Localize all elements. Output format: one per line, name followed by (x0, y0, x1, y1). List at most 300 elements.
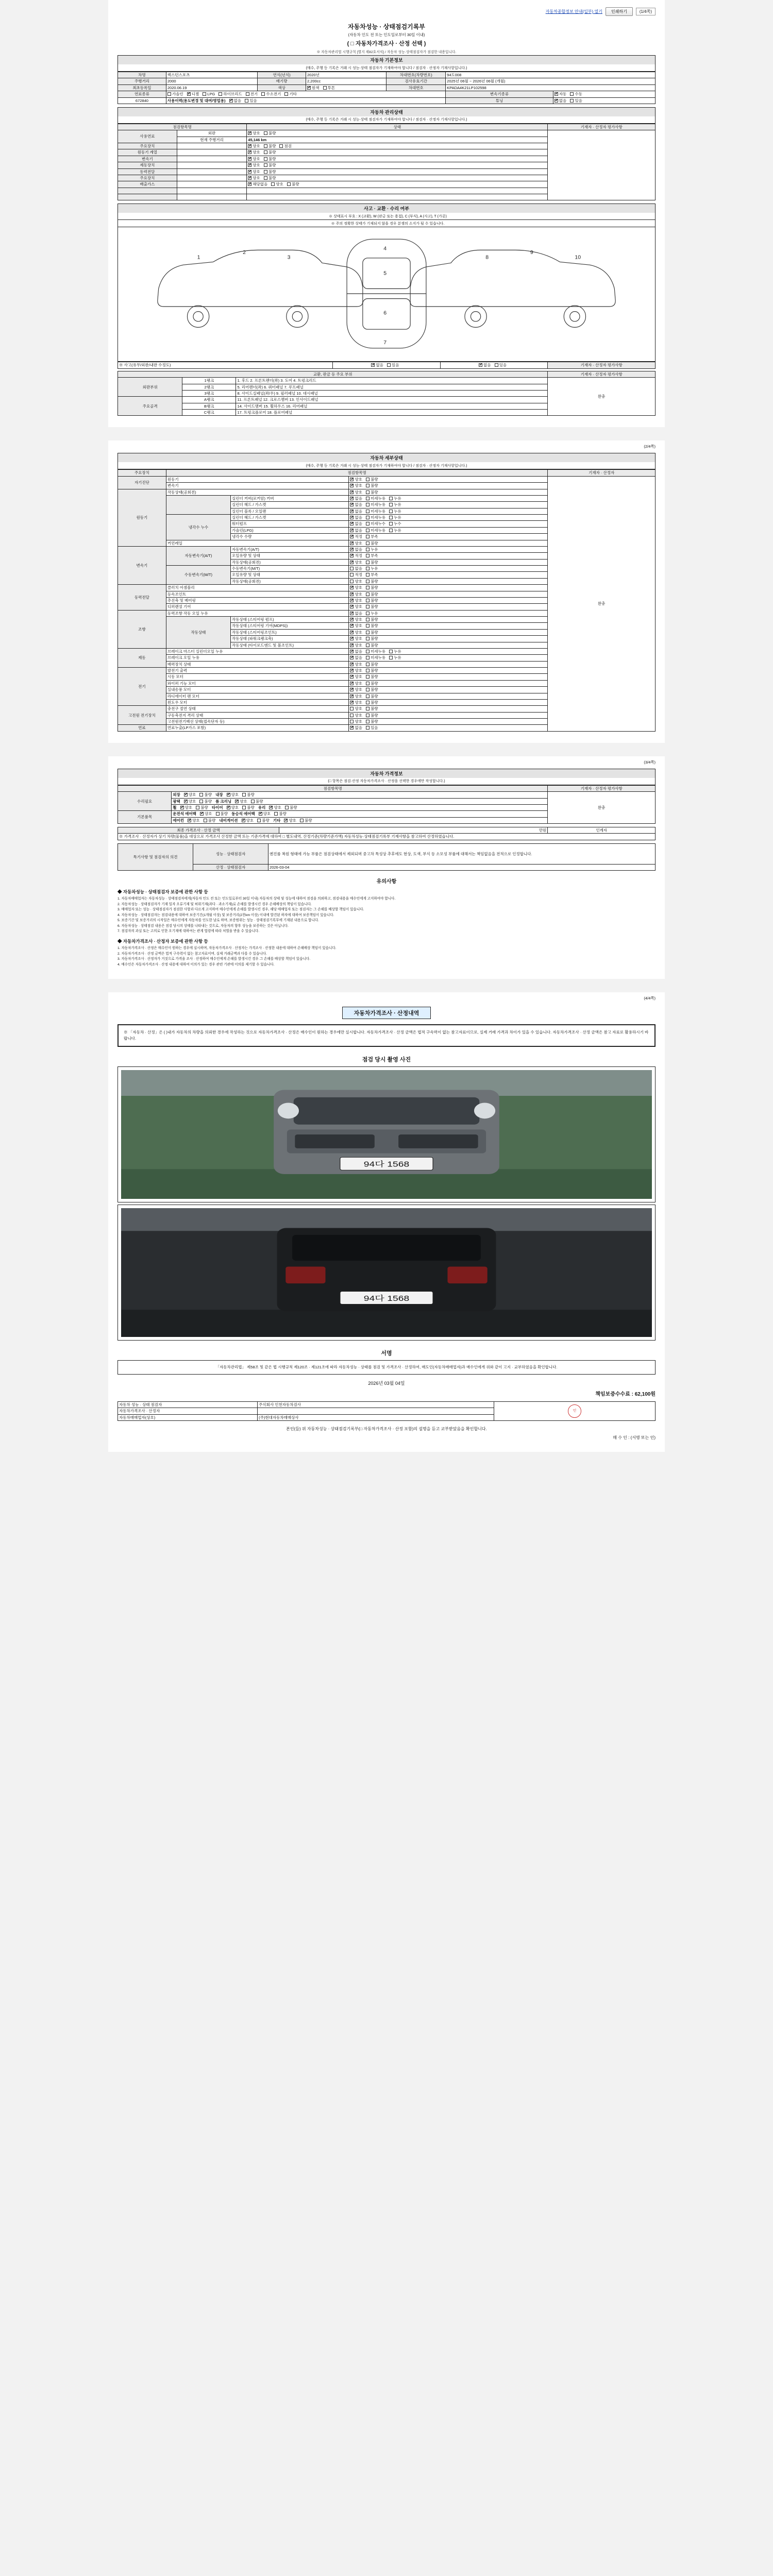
bs2-1[interactable]: 불량 (208, 818, 216, 823)
tr5-0[interactable]: 양호 (355, 579, 362, 584)
fee-value: 62,100원 (634, 1391, 656, 1397)
label-fuel: 연료종류 (118, 91, 166, 97)
en4-1[interactable]: 미세누유 (371, 515, 386, 520)
bs3-0[interactable]: 양호 (246, 818, 254, 823)
row-label-emission: 배출가스 (118, 181, 177, 188)
page-4: (4/4쪽) 자동차가격조사 · 산정내역 ※ 「자동차 · 산정」은 ( )내가 자동차의 차량을 의뢰한 경우에 작성하는 것으로 자동차가격조사 · 산정은 매수인이 원하는 경우에만 실시합니다. 자동차가격조사 · 산정 금액은 법적 구속력이 없는 참고자료이므로, 실제 거래 가격과 차이가 있을 수 있습니다. 자동차가격조사 · 산정 금액은 참고 자료로 활용하시기 바랍니다. 점검 당시 촬영 사진 94다 1568 94다 1568 서명 「자동차관리법」 제58조 및 같은 법 시행규칙 제120조 · 제121조에 따라 자동차성능 · 상태를 점검 및 가격조사 · 산정하여, 매도인(자동차매매업자)과 매수인에게 위와 같이 고지 · 교부하였음을 확인합니다. 2026년 03월 04일 책임보증수수료 : 62,100원 자동차 성능 · 상태 점검자 주식회사 인천자동차검사 인 자동차가격조사 · 산정자 자동차매매업자(상호) (주)현대자동차매매상사 본인(들) 위 자동차성능 · 상태점검기록부(□ 자동차가격조사 · 산정 포함)의 설명을 듣고 교부받았음을 확인합니다. 매 수 인 : (서명 또는 인) (108, 992, 665, 1452)
st3-1[interactable]: 불량 (371, 630, 378, 635)
state-el-0 (349, 668, 548, 674)
fuel-opt-1[interactable]: 디젤 (191, 92, 199, 97)
repair-item-5: 타이어 (211, 805, 223, 810)
item-engine-6: 가솔린(LPG) (231, 527, 349, 533)
item-st-4: 작동상태 (파워크랭크축) (231, 636, 349, 642)
hv2-1[interactable]: 불량 (371, 719, 378, 724)
rp0-0[interactable]: 양호 (188, 792, 196, 798)
info-link[interactable]: 자동차종합정보 안내(일부) 열기 (545, 9, 602, 14)
item-el-2: 와이퍼 기능 모터 (166, 680, 349, 686)
en1-0[interactable]: 없음 (355, 496, 362, 501)
final-price-value (279, 827, 548, 834)
bs1-1[interactable]: 불량 (279, 811, 287, 817)
en6-1[interactable]: 미세누유 (371, 528, 386, 533)
panel-items-2: 5. 리어펜더(좌) 6. 쿼터패널 7. 루프패널 (236, 384, 548, 390)
br0-0[interactable]: 없음 (355, 649, 362, 654)
price-detail-title: 자동차가격조사 · 산정내역 (342, 1007, 431, 1019)
el5-1[interactable]: 불량 (371, 700, 378, 705)
repair-item-2: 광택 (173, 799, 180, 804)
rp1-0[interactable]: 양호 (231, 792, 239, 798)
svg-text:4: 4 (383, 245, 387, 252)
bs4-0[interactable]: 양호 (289, 818, 296, 823)
notice-1-6: 7. 점검자의 과실 또는 고의로 인한 오기재에 대하여는 관계 법령에 따라 처벌을 받을 수 있습니다. (117, 929, 260, 934)
rp0-1[interactable]: 불량 (204, 792, 212, 798)
panel-items-1: 1. 후드 2. 프론트펜더(좌) 3. 도어 4. 트렁크리드 (236, 378, 548, 384)
photo-section-title: 점검 당시 촬영 사진 (362, 1057, 411, 1063)
page-title: 자동차성능 · 상태점검기록부 (348, 23, 425, 30)
cond-opt-3a[interactable]: 양호 (253, 156, 260, 161)
row-sub-blank-1 (177, 188, 247, 194)
basic-item-4: 기타 (273, 818, 281, 823)
row-label-blank-1 (118, 188, 177, 194)
bs3-1[interactable]: 불량 (262, 818, 270, 823)
accident-footer-label: ※ 사고(유무/외판/내판 수정도) (118, 362, 333, 368)
basic-item-1: 동승석 에어백 (231, 811, 255, 817)
state-engine-5 (349, 521, 548, 527)
st5-0[interactable]: 양호 (355, 642, 362, 648)
section-basic-note: (매수, 주행 등 기록은 거래 시 성능·상태 점검자가 기재하여야 합니다 / 점검자 · 산정자 기재사항입니다.) (117, 64, 656, 72)
state-br-0 (349, 648, 548, 654)
rp5-0[interactable]: 양호 (231, 805, 239, 810)
item-pw-0: 클러치 어셈블리 (166, 585, 349, 591)
panel-items-3: 8. 사이드실패널(좌/우) 9. 필러패널 10. 대시패널 (236, 390, 548, 396)
bs0-0[interactable]: 양호 (204, 811, 212, 817)
st0-1[interactable]: 누유 (371, 611, 378, 616)
item-st-2: 작동상태 (스티어링 기어(MDPS)) (231, 623, 349, 629)
cond-opt-3b[interactable]: 불량 (268, 156, 276, 161)
basic-item-0: 운전석 에어백 (173, 811, 196, 817)
panel-items-6: 17. 트렁크플로어 18. 플로어패널 (236, 410, 548, 416)
el0-0[interactable]: 양호 (355, 668, 362, 673)
group-engine: 원동기 (118, 489, 166, 546)
el2-1[interactable]: 불량 (371, 681, 378, 686)
photo-rear-block (117, 1205, 656, 1341)
tr1-0[interactable]: 적정 (355, 553, 362, 558)
hv0-0[interactable]: 양호 (355, 706, 362, 711)
en2-2[interactable]: 누유 (394, 502, 401, 507)
item-fu-0: 연료누출(LP가스 포함) (166, 725, 349, 731)
item-pw-3: 디퍼렌셜 기어 (166, 604, 349, 610)
cond-opt-2b[interactable]: 불량 (268, 150, 276, 155)
el3-0[interactable]: 양호 (355, 687, 362, 692)
state-hv-1 (349, 712, 548, 718)
group-hv: 고전원 전기장치 (118, 706, 166, 725)
item-hv-1: 구동축전지 격리 상태 (166, 712, 349, 718)
sd-t-0[interactable]: 양호 (355, 483, 362, 488)
cond-opt-6b[interactable]: 불량 (268, 175, 276, 180)
en6-0[interactable]: 없음 (355, 528, 362, 533)
st0-0[interactable]: 없음 (355, 611, 362, 616)
en7-1[interactable]: 부족 (371, 534, 378, 539)
en4-0[interactable]: 없음 (355, 515, 362, 520)
tr3-1[interactable]: 누유 (371, 566, 378, 571)
item-hv-2: 고전원전기배선 상태(접속단자 등) (166, 719, 349, 725)
br2-0[interactable]: 양호 (355, 662, 362, 667)
notice-2-0: 1. 자동차가격조사 · 산정은 매수인이 원하는 경우에 실시하며, 자동차가격조사 · 산정자는 가격조사 · 산정한 내용에 대하여 손해배상 책임이 있습니다. (117, 946, 337, 950)
condition-table (117, 124, 656, 201)
tuning-opt-1[interactable]: 있음 (575, 98, 582, 103)
trans-opt-1[interactable]: 수동 (575, 92, 582, 97)
notice-1-2: 3. 매매업자 또는 성능 · 상태점검자가 점검한 사항과 다르게 고지하여 매수인에게 손해를 발생시킨 경우, 해당 매매업자 또는 점검자는 그 손해를 배상할 책임이 있습니다. (117, 908, 364, 912)
item-br-0: 브레이크 마스터 실린더오일 누유 (166, 648, 349, 654)
row-label-blank-2 (118, 194, 177, 200)
photo-front-block (117, 1066, 656, 1202)
br1-1[interactable]: 미세누유 (371, 655, 386, 660)
rp4-1[interactable]: 불량 (200, 805, 208, 810)
pw3-0[interactable]: 양호 (355, 604, 362, 609)
en5-2[interactable]: 누수 (394, 521, 401, 527)
tr5-1[interactable]: 불량 (371, 579, 378, 584)
cond-opt-6a[interactable]: 양호 (253, 175, 260, 180)
item-el-5: 윈도우 모터 (166, 699, 349, 705)
st4-0[interactable]: 양호 (355, 636, 362, 641)
page-3-mark: (3/4쪽) (644, 759, 656, 765)
value-inspection-valid: 2025년 06월 ~ 2026년 06월 (개월) (446, 78, 656, 84)
rp3-1[interactable]: 불량 (255, 799, 263, 804)
state-hv-2 (349, 719, 548, 725)
en3-1[interactable]: 미세누유 (371, 509, 386, 514)
photo-rear (121, 1208, 652, 1337)
row-state-main-1 (247, 143, 548, 149)
st1-0[interactable]: 양호 (355, 617, 362, 622)
final-price-sign: 인계자 (548, 827, 656, 834)
st2-0[interactable]: 양호 (355, 623, 362, 629)
pw1-0[interactable]: 양호 (355, 591, 362, 597)
en2-0[interactable]: 없음 (355, 502, 362, 507)
svg-text:6: 6 (383, 310, 387, 316)
item-trans-5: 작동상태(공회전) (231, 578, 349, 584)
special-line2-value: 2026-03-04 (268, 864, 656, 870)
sd-e-1[interactable]: 불량 (371, 477, 378, 482)
price-eval-value: 완충 (548, 792, 656, 824)
panel-lv-5: B랭크 (182, 403, 236, 409)
label-car-name: 차명 (118, 72, 166, 78)
fuel-opt-5[interactable]: 수소전기 (266, 92, 281, 97)
st3-0[interactable]: 양호 (355, 630, 362, 635)
br0-1[interactable]: 미세누유 (371, 649, 386, 654)
fuel-opt-4[interactable]: 전기 (250, 92, 258, 97)
en5-1[interactable]: 미세누수 (371, 521, 386, 527)
br1-2[interactable]: 누유 (394, 655, 401, 660)
label-model-year: 연식(년식) (258, 72, 306, 78)
accident-note-1: ※ 상태표시 부호 : X (교환), W (판금 또는 용접), C (부식), A (사고), T (가공) (117, 213, 656, 220)
price-table (117, 785, 656, 824)
item-trans-0: 자동변속기(A/T) (231, 546, 349, 552)
sig-label-2: 자동차매매업자(상호) (118, 1414, 258, 1420)
label-tuning: 튜닝 (446, 97, 553, 104)
state-selfdiag-trans (349, 483, 548, 489)
value-vin-short: 94도008 (446, 72, 656, 78)
state-engine-7 (349, 534, 548, 540)
el2-0[interactable]: 양호 (355, 681, 362, 686)
rp1-1[interactable]: 불량 (247, 792, 255, 798)
value-color (306, 84, 386, 91)
group-selfdiag: 자기진단 (118, 476, 166, 489)
parts-table (117, 469, 656, 731)
cond-opt-1a[interactable]: 양호 (253, 144, 260, 148)
pw0-1[interactable]: 불량 (371, 585, 378, 590)
special-line2-label: 산정 · 상태점검자 (193, 864, 268, 870)
rp2-0[interactable]: 양호 (188, 799, 196, 804)
item-br-1: 브레이크 오일 누유 (166, 655, 349, 661)
br2-1[interactable]: 불량 (371, 662, 378, 667)
row-state-mileage (247, 137, 548, 143)
rp5-1[interactable]: 불량 (247, 805, 255, 810)
row-state-trans (247, 156, 548, 162)
en0-0[interactable]: 양호 (355, 489, 362, 495)
en0-1[interactable]: 불량 (371, 489, 378, 495)
item-st-5: 작동상태 (타이로드엔드 및 볼조인트) (231, 642, 349, 648)
notice-1-1: 2. 자동차성능 · 상태점검자가 기재 일자 오류기재 및 허위기재(과다 · 과소기재)로 손해를 발생시킨 경우 손해배상의 책임이 있습니다. (117, 902, 312, 906)
cond-opt-5b[interactable]: 불량 (268, 169, 276, 174)
svg-text:8: 8 (485, 255, 489, 261)
en3-0[interactable]: 없음 (355, 509, 362, 514)
car-diagram-svg (120, 229, 653, 358)
fee-label: 책임보증수수료 (595, 1391, 630, 1397)
cond-opt-1c[interactable]: 점검 (284, 144, 292, 148)
state-pw-3 (349, 604, 548, 610)
rp6-0[interactable]: 양호 (274, 805, 281, 810)
tr4-0[interactable]: 적정 (355, 572, 362, 578)
color-opt-1[interactable]: 투톤 (327, 85, 335, 90)
tr4-1[interactable]: 부족 (371, 572, 378, 578)
tr1-1[interactable]: 부족 (371, 553, 378, 558)
en5-0[interactable]: 없음 (355, 521, 362, 527)
state-el-4 (349, 693, 548, 699)
row-sub-trans (177, 156, 247, 162)
special-label: 특기사항 및 점검자의 의견 (118, 843, 193, 870)
state-engine-8 (349, 540, 548, 546)
en7-0[interactable]: 적정 (355, 534, 362, 539)
state-el-2 (349, 680, 548, 686)
rp4-0[interactable]: 양호 (184, 805, 193, 810)
tr0-1[interactable]: 누유 (371, 547, 378, 552)
row-label-main-1: 주요장치 (118, 143, 177, 149)
final-price-table (117, 827, 656, 840)
confirm-date: 2026년 03월 04일 (368, 1380, 405, 1386)
hv1-0[interactable]: 양호 (355, 713, 362, 718)
el5-0[interactable]: 양호 (355, 700, 362, 705)
document-title-block (117, 19, 656, 55)
row-sub-mileage: 현재 주행거리 (177, 137, 247, 143)
group-steering: 조향 (118, 610, 166, 648)
cond-opt-4a[interactable]: 양호 (253, 163, 260, 168)
fu0-0[interactable]: 없음 (355, 725, 362, 731)
panel-lv-2: 2랭크 (182, 384, 236, 390)
item-st-0: 동력조향 작동 오일 누유 (166, 610, 349, 616)
state-selfdiag-engine (349, 476, 548, 482)
print-button[interactable]: 인쇄하기 (606, 7, 633, 16)
hv0-1[interactable]: 불량 (371, 706, 378, 711)
state-trans-4 (349, 572, 548, 578)
page-2 (108, 440, 665, 742)
cond-opt-4b[interactable]: 불량 (268, 163, 276, 168)
pw1-1[interactable]: 불량 (371, 591, 378, 597)
bs1-0[interactable]: 양호 (263, 811, 271, 817)
signature-table (117, 1401, 656, 1421)
basic-item-2: 에어컨 (173, 818, 184, 823)
st5-1[interactable]: 불량 (371, 642, 378, 648)
cond-opt-7c[interactable]: 불량 (291, 182, 299, 187)
state-engine-0 (349, 489, 548, 495)
fuel-opt-2[interactable]: LPG (207, 92, 215, 97)
rp6-1[interactable]: 불량 (290, 805, 297, 810)
pw2-0[interactable]: 양호 (355, 598, 362, 603)
state-st-3 (349, 629, 548, 635)
fuel-opt-6[interactable]: 기타 (289, 92, 297, 97)
panel-lv-4: A랭크 (182, 397, 236, 403)
color-opt-0[interactable]: 원색 (312, 85, 320, 90)
value-first-reg: 2020.06.19 (166, 84, 257, 91)
en4-2[interactable]: 누유 (394, 515, 401, 520)
cond-opt-5a[interactable]: 양호 (253, 169, 260, 174)
hv2-0[interactable]: 양호 (355, 719, 362, 724)
panel-rank-title: 교환, 판금 등 주요 부위 (118, 371, 548, 377)
price-repair-line-2 (172, 798, 548, 804)
st2-1[interactable]: 불량 (371, 623, 378, 629)
fuel-opt-3[interactable]: 하이브리드 (223, 92, 242, 97)
state-pw-2 (349, 597, 548, 603)
en8-0[interactable]: 양호 (355, 540, 362, 546)
sd-t-1[interactable]: 불량 (371, 483, 378, 488)
label-color: 색상 (258, 84, 306, 91)
row-sub-power (177, 168, 247, 175)
cond-opt-1b[interactable]: 불량 (268, 144, 276, 148)
condition-col-state: 상태 (247, 124, 548, 130)
use-opt-0[interactable]: 없음 (233, 98, 242, 103)
price-detail-notice: ※ 「자동차 · 산정」은 ( )내가 자동차의 차량을 의뢰한 경우에 작성하는 것으로 자동차가격조사 · 산정은 매수인이 원하는 경우에만 실시합니다. 자동차가격조사 · 산정 금액은 법적 구속력이 없는 참고자료이므로, 실제 거래 가격과 차이가 있을 수 있습니다. 자동차가격조사 · 산정 금액은 참고 자료로 활용하시기 바랍니다. (117, 1024, 656, 1047)
st4-1[interactable]: 불량 (371, 636, 378, 641)
sd-e-0[interactable]: 양호 (355, 477, 362, 482)
topbar (117, 7, 656, 16)
section-parts-note: (매수, 주행 등 기록은 거래 시 성능·상태 점검자가 기재하여야 합니다 / 점검자 · 산정자 기재사항입니다.) (117, 462, 656, 469)
fu0-1[interactable]: 있음 (371, 725, 378, 731)
special-notes-table (117, 843, 656, 871)
en3-2[interactable]: 누유 (394, 509, 401, 514)
pw0-0[interactable]: 양호 (355, 585, 362, 590)
section-price-title: 자동차 가격정보 (117, 769, 656, 778)
el4-1[interactable]: 불량 (371, 693, 378, 699)
value-model-year: 2020년 (306, 72, 386, 78)
item-el-4: 라디에이터 팬 모터 (166, 693, 349, 699)
notice-block (117, 889, 656, 967)
el0-1[interactable]: 불량 (371, 668, 378, 673)
br1-0[interactable]: 없음 (355, 655, 362, 660)
en1-1[interactable]: 미세누유 (371, 496, 386, 501)
acc-opt-yes[interactable]: 있음 (392, 363, 399, 368)
state-fu-0 (349, 725, 548, 731)
cond-opt-7a[interactable]: 해당없음 (253, 182, 268, 187)
notice-h2: ◆ 자동차가격조사 · 산정자 보증에 관한 사항 등 (117, 938, 208, 944)
state-br-1 (349, 655, 548, 661)
repair-item-0: 외장 (173, 792, 180, 798)
tr3-0[interactable]: 없음 (355, 566, 362, 571)
price-col-eval: 기재자 · 산정자 평가사항 (548, 785, 656, 791)
accident-note-2: ※ 주의 정확한 상태가 기재되지 않을 경우 분쟁의 소지가 될 수 있습니다. (117, 220, 656, 227)
notice-heading: 유의사항 (376, 879, 397, 885)
bs4-1[interactable]: 불량 (305, 818, 312, 823)
section-accident-title: 사고 · 교환 · 수리 여부 (117, 204, 656, 213)
cond-opt-0b[interactable]: 불량 (268, 131, 276, 136)
use-opt-1[interactable]: 있음 (249, 98, 257, 103)
row-label-engine: 원동기 계열 (118, 149, 177, 156)
st1-1[interactable]: 불량 (371, 617, 378, 622)
br0-2[interactable]: 누유 (394, 649, 401, 654)
tuning-opt-0[interactable]: 없음 (559, 98, 567, 103)
condition-col-items: 점검항목명 (118, 124, 247, 130)
pw3-1[interactable]: 불량 (371, 604, 378, 609)
value-usage (166, 97, 445, 104)
tr2-0[interactable]: 양호 (355, 560, 362, 565)
svg-text:2: 2 (243, 249, 246, 256)
state-engine-2 (349, 502, 548, 508)
state-st-1 (349, 617, 548, 623)
en1-2[interactable]: 누유 (394, 496, 401, 501)
acc-opt-yes-2[interactable]: 있음 (499, 363, 507, 368)
photo-front-plate: 94다 1568 (363, 1160, 410, 1169)
pw2-1[interactable]: 불량 (371, 598, 378, 603)
bs2-0[interactable]: 양호 (192, 818, 200, 823)
rp3-0[interactable]: 양호 (240, 799, 247, 804)
footer-confirm: 본인(들) 위 자동차성능 · 상태점검기록부(□ 자동차가격조사 · 산정 포함)의 설명을 듣고 교부받았음을 확인합니다. (286, 1426, 487, 1431)
row-state-power (247, 168, 548, 175)
sig-value-2: (주)현대자동차매매상사 (258, 1414, 494, 1420)
row-sub-engine (177, 149, 247, 156)
el1-1[interactable]: 불량 (371, 674, 378, 680)
panel-items-4: 11. 프론트패널 12. 크로스멤버 13. 인사이드패널 (236, 397, 548, 403)
bs0-1[interactable]: 불량 (220, 811, 228, 817)
hv1-1[interactable]: 불량 (371, 713, 378, 718)
notice-2-2: 3. 자동차가격조사 · 산정자가 거짓으로 가격을 조사 · 산정하여 매수인에게 손해를 발생시킨 경우 그 손해를 배상할 책임이 있습니다. (117, 957, 311, 961)
cond-opt-7b[interactable]: 양호 (276, 182, 283, 187)
item-engine-8: 커먼레일 (166, 540, 349, 546)
rp2-1[interactable]: 불량 (204, 799, 212, 804)
cond-opt-2a[interactable]: 양호 (253, 150, 260, 155)
item-engine-4: 실린더 헤드 / 가스켓 (231, 515, 349, 521)
en2-1[interactable]: 미세누유 (371, 502, 386, 507)
trans-opt-0[interactable]: 자동 (559, 92, 567, 97)
el3-1[interactable]: 불량 (371, 687, 378, 692)
confirm-section-title: 서명 (381, 1350, 392, 1357)
acc-opt-none-2[interactable]: 없음 (483, 363, 491, 368)
item-engine-0: 작동상태(공회전) (166, 489, 349, 495)
el4-0[interactable]: 양호 (355, 693, 362, 699)
el1-0[interactable]: 양호 (355, 674, 362, 680)
fuel-opt-0[interactable]: 가솔린 (172, 92, 183, 97)
footer-buyer-sign: 매 수 인 : (서명 또는 인) (613, 1435, 656, 1440)
value-fuel (166, 91, 445, 97)
value-displacement: 2,200cc (306, 78, 386, 84)
photo-front (121, 1070, 652, 1199)
repair-item-3: 룸 크리닝 (215, 799, 232, 804)
condition-col-eval: 기재자 · 산정자 평가사항 (548, 124, 656, 130)
subgroup-engine-oil (166, 495, 230, 514)
tr0-0[interactable]: 없음 (355, 547, 362, 552)
en8-1[interactable]: 불량 (371, 540, 378, 546)
tr2-1[interactable]: 불량 (371, 560, 378, 565)
acc-opt-none[interactable]: 없음 (376, 363, 383, 368)
en6-2[interactable]: 누유 (394, 528, 401, 533)
cond-opt-0a[interactable]: 양호 (253, 131, 260, 136)
state-trans-0 (349, 546, 548, 552)
